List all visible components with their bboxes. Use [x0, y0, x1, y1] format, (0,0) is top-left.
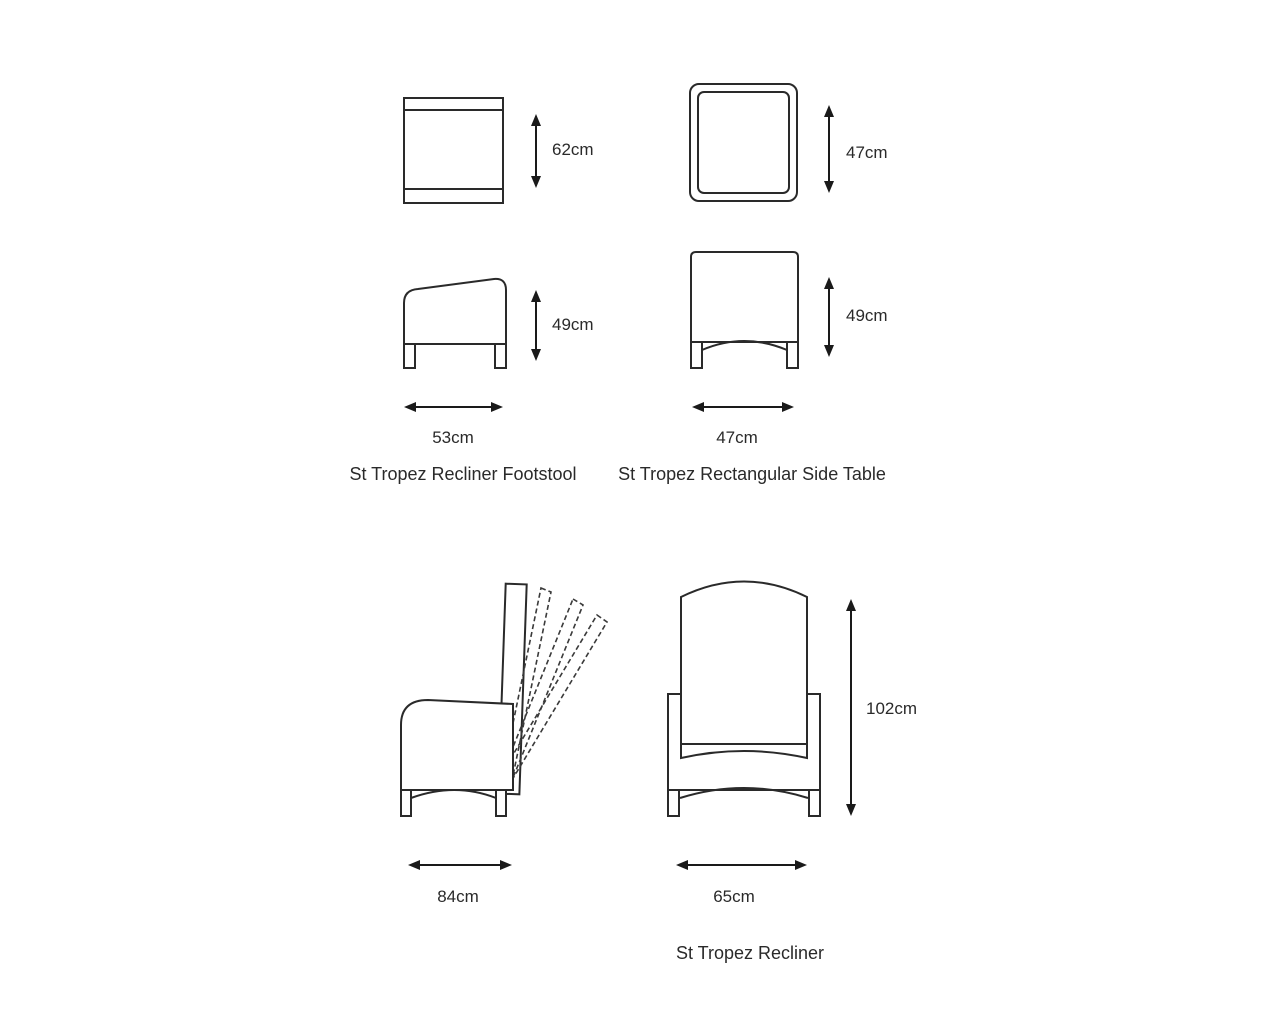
recliner-side-view: [401, 584, 607, 816]
side-table-side-view: [691, 252, 798, 368]
side-table-height-label: 49cm: [846, 306, 888, 325]
footstool-depth-arrow: [531, 114, 541, 188]
recliner-depth-arrow: [408, 860, 512, 870]
side-table-height-arrow: [824, 277, 834, 357]
recliner-front-view: [668, 582, 820, 817]
recliner-caption: St Tropez Recliner: [675, 943, 825, 963]
footstool-height-label: 49cm: [552, 315, 594, 334]
side-table-caption: St Tropez Rectangular Side Table: [618, 464, 886, 484]
side-table-width-label: 47cm: [716, 428, 758, 447]
footstool-width-label: 53cm: [432, 428, 474, 447]
recliner-height-arrow: [846, 599, 856, 816]
recliner-width-label: 65cm: [713, 887, 755, 906]
footstool-depth-label: 62cm: [552, 140, 594, 159]
recliner-depth-label: 84cm: [437, 887, 479, 906]
side-table-width-arrow: [692, 402, 794, 412]
footstool-top-view: [404, 98, 503, 203]
recliner-height-label: 102cm: [866, 699, 918, 718]
footstool-height-arrow: [531, 290, 541, 361]
recliner-width-arrow: [676, 860, 807, 870]
side-table-depth-label: 47cm: [846, 143, 888, 162]
footstool-side-view: [404, 279, 506, 368]
side-table-top-view: [690, 84, 797, 201]
side-table-depth-arrow: [824, 105, 834, 193]
footstool-caption: St Tropez Recliner Footstool: [349, 464, 577, 484]
footstool-width-arrow: [404, 402, 503, 412]
